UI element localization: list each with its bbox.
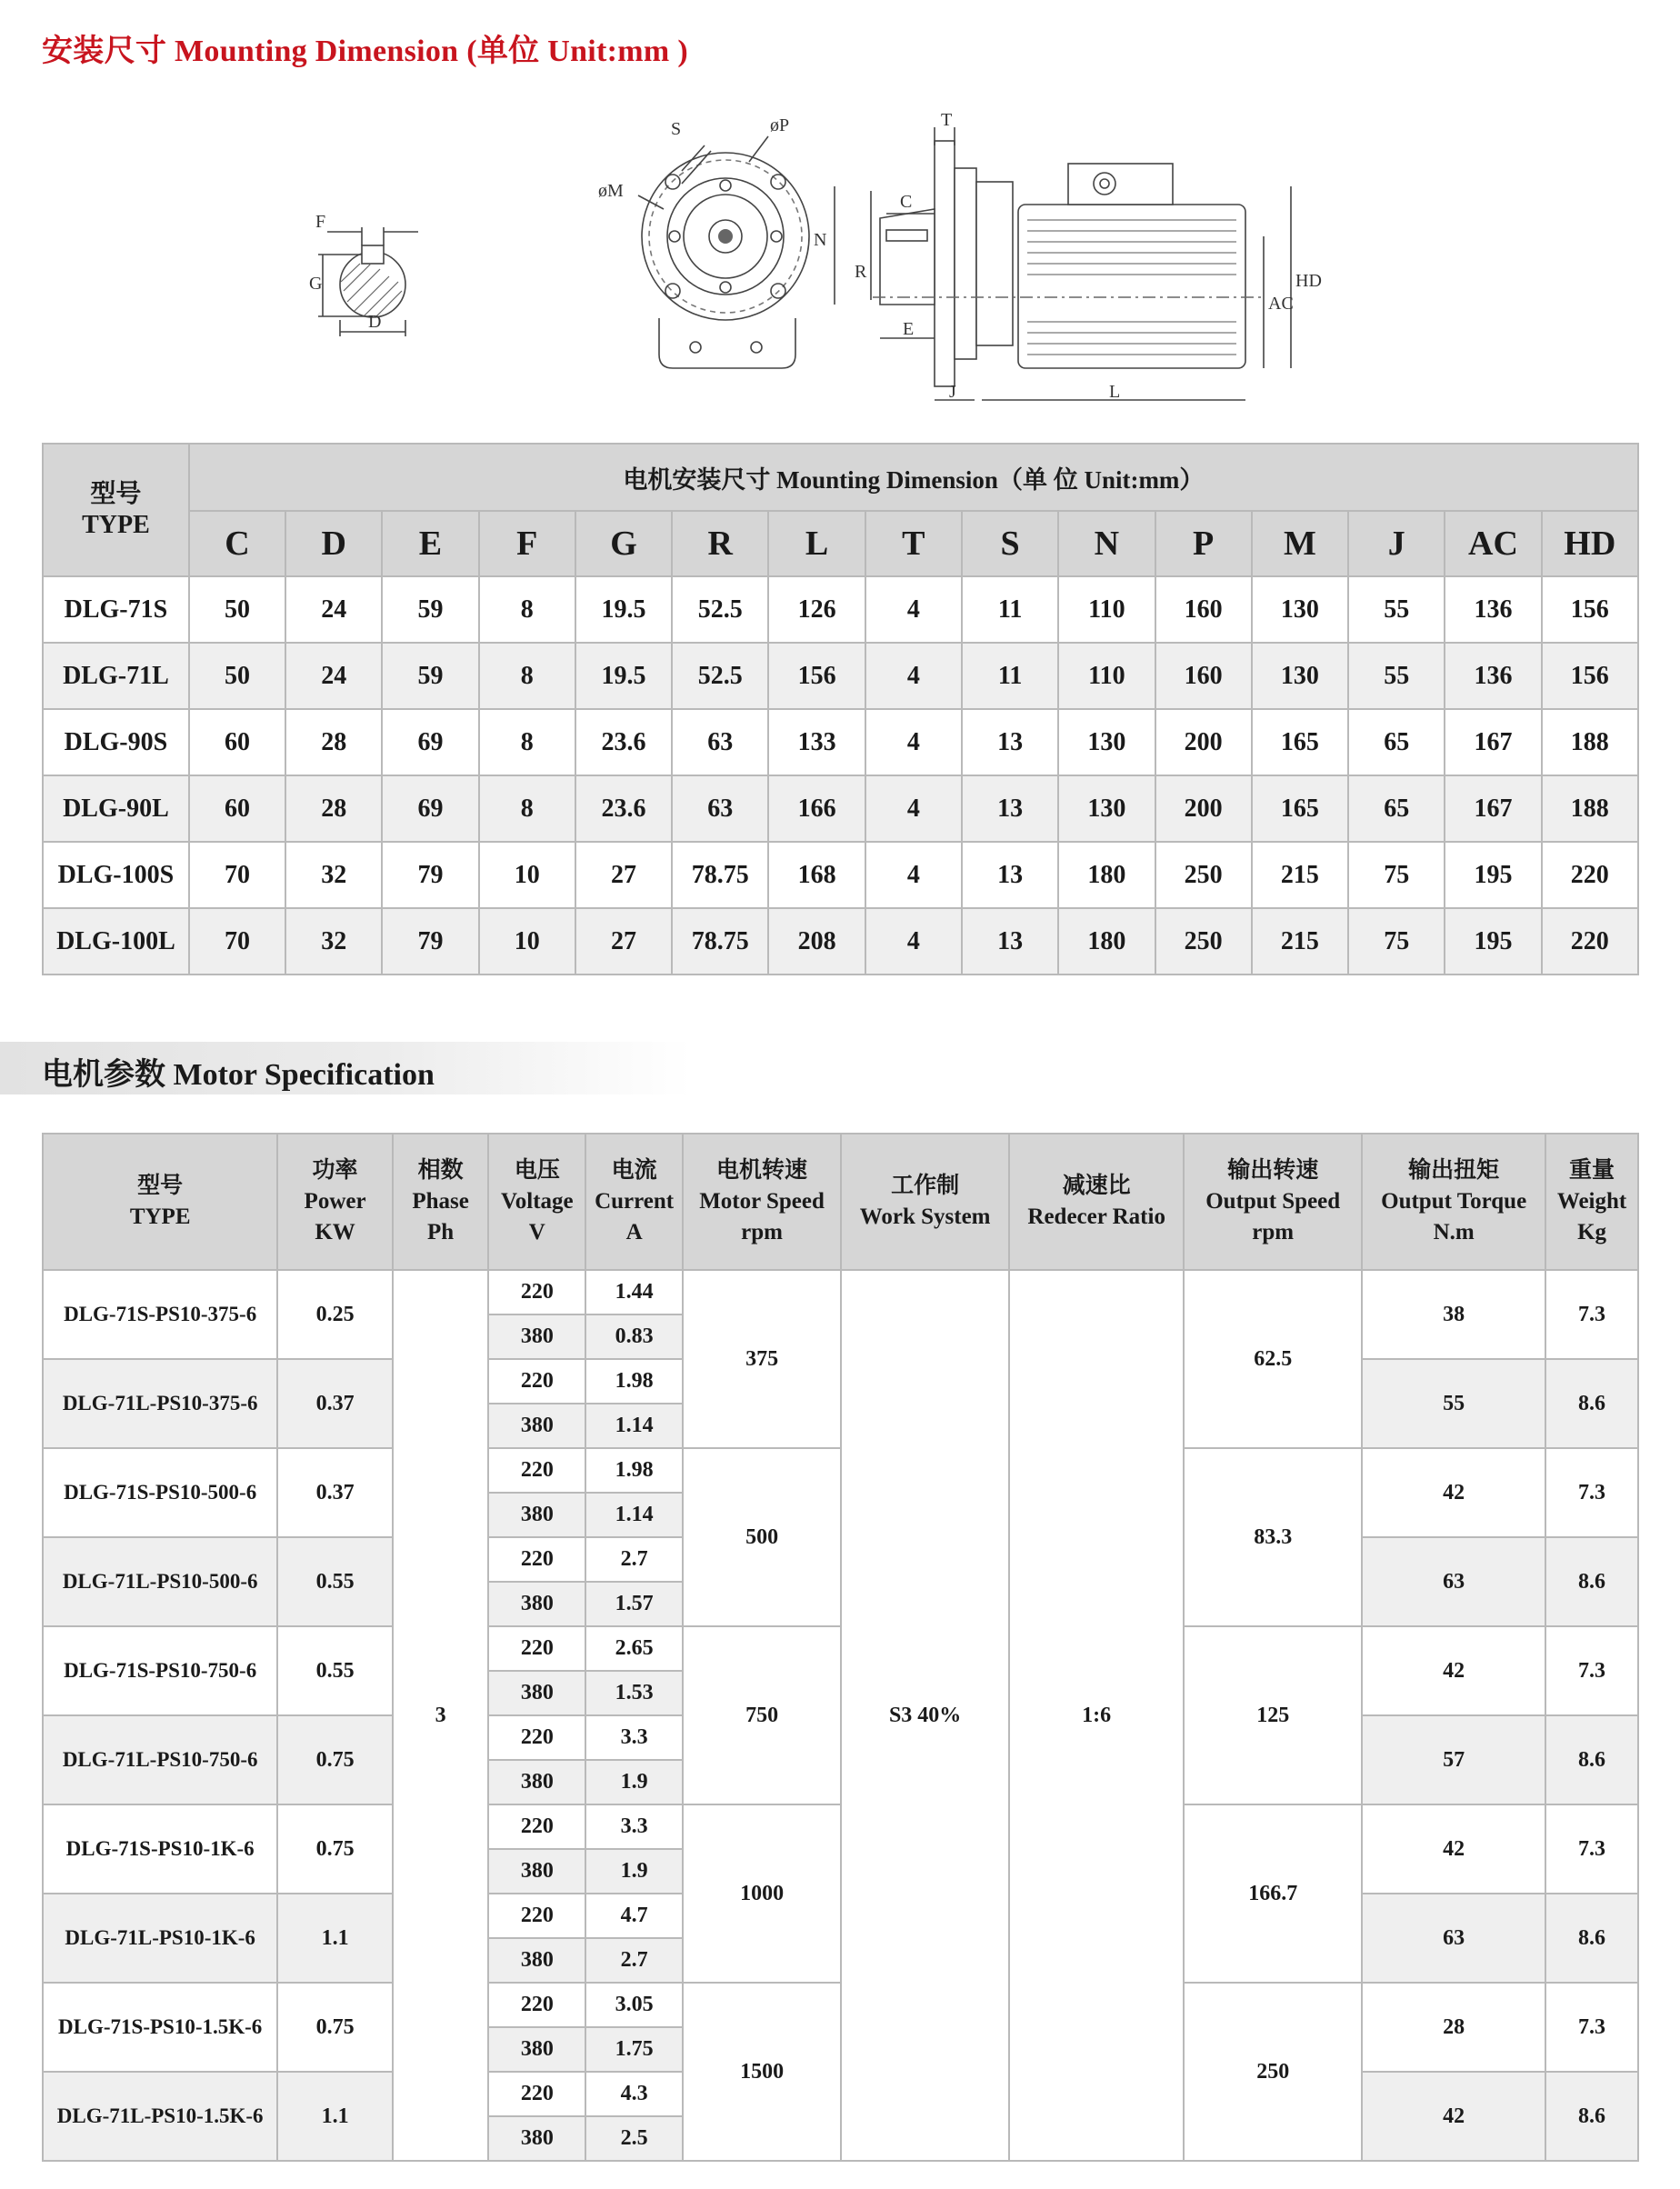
spec-header-cell	[841, 1134, 1009, 1270]
dim-value-cell: 165	[1252, 709, 1348, 775]
dim-value-cell: 60	[189, 709, 285, 775]
spec-type-cell: DLG-71L-PS10-1.5K-6	[43, 2072, 277, 2161]
dim-value-cell: 180	[1058, 908, 1155, 975]
spec-header-en: Work System	[859, 1204, 991, 1229]
spec-weight-cell: 8.6	[1545, 1894, 1638, 1983]
dim-value-cell: 55	[1348, 576, 1445, 643]
dim-value-cell: 79	[382, 908, 478, 975]
dim-col-header: N	[1058, 511, 1155, 576]
spec-work-system-cell: S3 40%	[841, 1270, 1009, 2161]
dim-col-header: R	[672, 511, 768, 576]
dim-value-cell: 166	[768, 775, 865, 842]
spec-torque-cell: 38	[1362, 1270, 1545, 1359]
spec-type-cell: DLG-71L-PS10-375-6	[43, 1359, 277, 1448]
dim-col-header: L	[768, 511, 865, 576]
dim-table-row	[43, 908, 1638, 975]
spec-voltage-cell: 380	[488, 2027, 585, 2072]
spec-current-cell: 3.3	[585, 1804, 683, 1849]
spec-power-cell: 0.25	[277, 1270, 393, 1359]
dim-value-cell: 32	[285, 908, 382, 975]
dim-value-cell: 130	[1252, 576, 1348, 643]
spec-power-cell: 0.75	[277, 1983, 393, 2072]
spec-header-en: Output Speed	[1205, 1189, 1341, 1214]
dim-value-cell: 28	[285, 775, 382, 842]
spec-voltage-cell: 380	[488, 1671, 585, 1715]
dim-value-cell: 78.75	[672, 842, 768, 908]
dim-value-cell: 130	[1058, 709, 1155, 775]
spec-output-speed-cell: 83.3	[1184, 1448, 1362, 1626]
spec-header-unit: N.m	[1433, 1220, 1475, 1244]
spec-table-row	[43, 1983, 1638, 2027]
dim-value-cell: 110	[1058, 576, 1155, 643]
dim-col-header: F	[479, 511, 575, 576]
mounting-dimension-title: 安装尺寸 Mounting Dimension (单位 Unit:mm )	[42, 35, 688, 68]
dim-col-header: P	[1155, 511, 1252, 576]
spec-header-en: Weight	[1556, 1189, 1627, 1214]
dim-col-header: C	[189, 511, 285, 576]
spec-header-cell	[1362, 1134, 1545, 1270]
dim-value-cell: 24	[285, 576, 382, 643]
dim-value-cell: 220	[1542, 908, 1638, 975]
spec-weight-cell: 8.6	[1545, 1359, 1638, 1448]
spec-current-cell: 0.83	[585, 1314, 683, 1359]
dim-value-cell: 250	[1155, 842, 1252, 908]
spec-voltage-cell: 220	[488, 1537, 585, 1582]
motor-spec-heading-bar	[0, 1042, 691, 1094]
spec-type-cell: DLG-71L-PS10-1K-6	[43, 1894, 277, 1983]
dim-value-cell: 8	[479, 643, 575, 709]
spec-table-row	[43, 1804, 1638, 1849]
spec-power-cell: 0.37	[277, 1448, 393, 1537]
spec-voltage-cell: 380	[488, 1938, 585, 1983]
spec-current-cell: 1.14	[585, 1404, 683, 1448]
spec-header-unit: rpm	[1252, 1220, 1295, 1244]
spec-torque-cell: 42	[1362, 1448, 1545, 1537]
spec-header-en: Motor Speed	[699, 1189, 825, 1214]
motor-spec-table	[42, 1133, 1639, 2162]
dim-value-cell: 65	[1348, 709, 1445, 775]
spec-weight-cell: 7.3	[1545, 1448, 1638, 1537]
dim-value-cell: 165	[1252, 775, 1348, 842]
spec-header-cn: 型号	[137, 1174, 184, 1198]
dim-value-cell: 78.75	[672, 908, 768, 975]
dim-value-cell: 65	[1348, 775, 1445, 842]
spec-power-cell: 0.37	[277, 1359, 393, 1448]
dim-table-row	[43, 775, 1638, 842]
dim-value-cell: 220	[1542, 842, 1638, 908]
dim-type-cell: DLG-71L	[43, 643, 189, 709]
dim-value-cell: 23.6	[575, 775, 672, 842]
dim-value-cell: 195	[1445, 842, 1541, 908]
label-g: G	[309, 274, 323, 294]
dim-col-header: S	[962, 511, 1058, 576]
dim-value-cell: 200	[1155, 709, 1252, 775]
dim-value-cell: 27	[575, 908, 672, 975]
label-e: E	[903, 319, 915, 339]
label-t: T	[941, 110, 953, 130]
dim-value-cell: 13	[962, 908, 1058, 975]
spec-power-cell: 0.55	[277, 1626, 393, 1715]
spec-header-cn: 电机转速	[716, 1158, 808, 1183]
dim-value-cell: 50	[189, 576, 285, 643]
dim-value-cell: 4	[865, 775, 962, 842]
spec-current-cell: 4.7	[585, 1894, 683, 1938]
spec-type-cell: DLG-71L-PS10-750-6	[43, 1715, 277, 1804]
dim-value-cell: 50	[189, 643, 285, 709]
dim-value-cell: 4	[865, 643, 962, 709]
dim-col-header: J	[1348, 511, 1445, 576]
spec-power-cell: 0.75	[277, 1804, 393, 1894]
dim-value-cell: 200	[1155, 775, 1252, 842]
spec-torque-cell: 63	[1362, 1537, 1545, 1626]
spec-type-cell: DLG-71S-PS10-375-6	[43, 1270, 277, 1359]
spec-torque-cell: 57	[1362, 1715, 1545, 1804]
dim-value-cell: 23.6	[575, 709, 672, 775]
spec-header-en: Current	[595, 1189, 675, 1214]
dim-value-cell: 136	[1445, 576, 1541, 643]
dim-value-cell: 63	[672, 709, 768, 775]
spec-header-cell	[1184, 1134, 1362, 1270]
spec-motor-speed-cell: 500	[683, 1448, 841, 1626]
mounting-dimension-table	[42, 443, 1639, 975]
spec-type-cell: DLG-71S-PS10-500-6	[43, 1448, 277, 1537]
dim-value-cell: 4	[865, 709, 962, 775]
spec-motor-speed-cell: 750	[683, 1626, 841, 1804]
dim-value-cell: 136	[1445, 643, 1541, 709]
spec-current-cell: 2.7	[585, 1938, 683, 1983]
spec-current-cell: 2.7	[585, 1537, 683, 1582]
spec-weight-cell: 7.3	[1545, 1626, 1638, 1715]
dim-value-cell: 208	[768, 908, 865, 975]
spec-current-cell: 1.44	[585, 1270, 683, 1314]
spec-power-cell: 1.1	[277, 2072, 393, 2161]
dim-value-cell: 195	[1445, 908, 1541, 975]
label-c: C	[900, 192, 913, 212]
dim-type-header-en: TYPE	[82, 511, 150, 539]
dim-type-cell: DLG-90L	[43, 775, 189, 842]
spec-header-cell	[1009, 1134, 1184, 1270]
spec-header-unit: V	[528, 1220, 545, 1244]
dim-value-cell: 60	[189, 775, 285, 842]
spec-power-cell: 0.55	[277, 1537, 393, 1626]
dim-value-cell: 13	[962, 775, 1058, 842]
dim-value-cell: 59	[382, 643, 478, 709]
spec-current-cell: 1.9	[585, 1760, 683, 1804]
dim-value-cell: 4	[865, 576, 962, 643]
dim-value-cell: 69	[382, 775, 478, 842]
spec-voltage-cell: 380	[488, 1849, 585, 1894]
spec-motor-speed-cell: 1000	[683, 1804, 841, 1983]
spec-header-cell	[393, 1134, 489, 1270]
spec-weight-cell: 8.6	[1545, 1715, 1638, 1804]
dim-value-cell: 32	[285, 842, 382, 908]
spec-header-cn: 电压	[514, 1158, 560, 1183]
spec-header-cn: 功率	[312, 1158, 358, 1183]
spec-current-cell: 1.9	[585, 1849, 683, 1894]
dim-value-cell: 167	[1445, 709, 1541, 775]
label-l: L	[1109, 382, 1121, 402]
spec-header-cell	[585, 1134, 683, 1270]
spec-motor-speed-cell: 1500	[683, 1983, 841, 2161]
spec-current-cell: 2.65	[585, 1626, 683, 1671]
dim-col-header: AC	[1445, 511, 1541, 576]
spec-voltage-cell: 380	[488, 1760, 585, 1804]
spec-header-cn: 工作制	[891, 1174, 960, 1198]
dim-value-cell: 110	[1058, 643, 1155, 709]
spec-header-cn: 重量	[1569, 1158, 1615, 1183]
dim-value-cell: 8	[479, 576, 575, 643]
spec-type-cell: DLG-71S-PS10-1.5K-6	[43, 1983, 277, 2072]
dim-value-cell: 13	[962, 842, 1058, 908]
dim-col-header: E	[382, 511, 478, 576]
spec-voltage-cell: 220	[488, 1894, 585, 1938]
label-s: S	[671, 119, 682, 139]
dim-value-cell: 27	[575, 842, 672, 908]
dim-value-cell: 59	[382, 576, 478, 643]
spec-current-cell: 1.98	[585, 1359, 683, 1404]
dim-value-cell: 24	[285, 643, 382, 709]
label-f: F	[315, 212, 326, 232]
spec-torque-cell: 63	[1362, 1894, 1545, 1983]
dim-value-cell: 4	[865, 842, 962, 908]
dim-value-cell: 70	[189, 842, 285, 908]
motor-side-view	[814, 110, 1322, 402]
dim-value-cell: 8	[479, 775, 575, 842]
spec-current-cell: 1.53	[585, 1671, 683, 1715]
spec-voltage-cell: 220	[488, 1359, 585, 1404]
spec-header-cn: 减速比	[1062, 1174, 1131, 1198]
dim-value-cell: 79	[382, 842, 478, 908]
spec-header-unit: KW	[315, 1220, 355, 1244]
dim-value-cell: 215	[1252, 908, 1348, 975]
spec-voltage-cell: 220	[488, 1804, 585, 1849]
spec-output-speed-cell: 166.7	[1184, 1804, 1362, 1983]
spec-header-en: Output Torque	[1381, 1189, 1527, 1214]
spec-voltage-cell: 380	[488, 1314, 585, 1359]
spec-power-cell: 1.1	[277, 1894, 393, 1983]
spec-header-unit: Ph	[427, 1220, 455, 1244]
spec-current-cell: 1.57	[585, 1582, 683, 1626]
shaft-section	[309, 212, 418, 336]
dim-value-cell: 130	[1058, 775, 1155, 842]
label-n: N	[814, 230, 827, 250]
dim-table-row	[43, 576, 1638, 643]
spec-ratio-cell: 1:6	[1009, 1270, 1184, 2161]
mounting-drawing	[291, 109, 1382, 418]
spec-voltage-cell: 220	[488, 1270, 585, 1314]
spec-table-row	[43, 1626, 1638, 1671]
dim-value-cell: 8	[479, 709, 575, 775]
dim-value-cell: 160	[1155, 576, 1252, 643]
spec-table-row	[43, 1448, 1638, 1493]
spec-voltage-cell: 220	[488, 2072, 585, 2116]
dim-value-cell: 63	[672, 775, 768, 842]
label-r: R	[855, 262, 867, 282]
label-j: J	[949, 382, 956, 402]
label-d: D	[368, 312, 382, 332]
label-p: øP	[770, 115, 790, 135]
dim-col-header: M	[1252, 511, 1348, 576]
spec-header-en: Power	[304, 1189, 366, 1214]
spec-voltage-cell: 380	[488, 1582, 585, 1626]
dim-value-cell: 52.5	[672, 643, 768, 709]
spec-output-speed-cell: 250	[1184, 1983, 1362, 2161]
dim-value-cell: 10	[479, 842, 575, 908]
label-ac: AC	[1268, 294, 1294, 314]
spec-power-cell: 0.75	[277, 1715, 393, 1804]
dim-value-cell: 160	[1155, 643, 1252, 709]
dim-value-cell: 75	[1348, 842, 1445, 908]
spec-header-en: TYPE	[129, 1204, 191, 1229]
spec-output-speed-cell: 62.5	[1184, 1270, 1362, 1448]
dim-col-header: T	[865, 511, 962, 576]
dim-table-row	[43, 709, 1638, 775]
dim-col-header: HD	[1542, 511, 1638, 576]
dim-value-cell: 180	[1058, 842, 1155, 908]
spec-torque-cell: 42	[1362, 1804, 1545, 1894]
motor-spec-title: 电机参数 Motor Specification	[42, 1058, 435, 1092]
dim-value-cell: 167	[1445, 775, 1541, 842]
dim-value-cell: 130	[1252, 643, 1348, 709]
spec-type-cell: DLG-71S-PS10-750-6	[43, 1626, 277, 1715]
spec-torque-cell: 28	[1362, 1983, 1545, 2072]
spec-weight-cell: 8.6	[1545, 2072, 1638, 2161]
spec-current-cell: 1.14	[585, 1493, 683, 1537]
spec-phase-cell: 3	[393, 1270, 489, 2161]
spec-voltage-cell: 220	[488, 1448, 585, 1493]
spec-table-row	[43, 1270, 1638, 1314]
dim-type-cell: DLG-100L	[43, 908, 189, 975]
spec-torque-cell: 55	[1362, 1359, 1545, 1448]
spec-header-cn: 相数	[417, 1158, 464, 1183]
label-hd: HD	[1295, 271, 1322, 291]
dim-value-cell: 133	[768, 709, 865, 775]
dim-value-cell: 28	[285, 709, 382, 775]
spec-torque-cell: 42	[1362, 1626, 1545, 1715]
spec-weight-cell: 7.3	[1545, 1804, 1638, 1894]
spec-voltage-cell: 380	[488, 2116, 585, 2161]
spec-voltage-cell: 380	[488, 1493, 585, 1537]
dim-value-cell: 10	[479, 908, 575, 975]
spec-weight-cell: 7.3	[1545, 1270, 1638, 1359]
dim-type-header	[43, 444, 189, 576]
spec-current-cell: 1.98	[585, 1448, 683, 1493]
dim-group-header: 电机安装尺寸 Mounting Dimension（单 位 Unit:mm）	[189, 444, 1638, 511]
dim-value-cell: 11	[962, 576, 1058, 643]
dim-value-cell: 126	[768, 576, 865, 643]
dim-value-cell: 19.5	[575, 576, 672, 643]
spec-weight-cell: 8.6	[1545, 1537, 1638, 1626]
dim-value-cell: 250	[1155, 908, 1252, 975]
spec-header-cn: 输出扭矩	[1408, 1158, 1500, 1183]
spec-header-cn: 电流	[611, 1158, 657, 1183]
spec-header-unit: Kg	[1577, 1220, 1607, 1244]
spec-current-cell: 4.3	[585, 2072, 683, 2116]
spec-header-cell	[1545, 1134, 1638, 1270]
spec-type-cell: DLG-71L-PS10-500-6	[43, 1537, 277, 1626]
dim-col-header: D	[285, 511, 382, 576]
dim-value-cell: 70	[189, 908, 285, 975]
spec-torque-cell: 42	[1362, 2072, 1545, 2161]
spec-voltage-cell: 220	[488, 1626, 585, 1671]
dim-value-cell: 168	[768, 842, 865, 908]
dim-value-cell: 52.5	[672, 576, 768, 643]
spec-current-cell: 3.05	[585, 1983, 683, 2027]
dim-type-cell: DLG-71S	[43, 576, 189, 643]
spec-voltage-cell: 220	[488, 1983, 585, 2027]
dim-value-cell: 156	[1542, 576, 1638, 643]
dim-type-cell: DLG-90S	[43, 709, 189, 775]
spec-header-cell	[488, 1134, 585, 1270]
flange-front-view	[598, 115, 809, 368]
spec-type-cell: DLG-71S-PS10-1K-6	[43, 1804, 277, 1894]
dim-value-cell: 4	[865, 908, 962, 975]
dim-value-cell: 55	[1348, 643, 1445, 709]
spec-current-cell: 3.3	[585, 1715, 683, 1760]
dim-value-cell: 156	[1542, 643, 1638, 709]
spec-header-cn: 输出转速	[1227, 1158, 1319, 1183]
spec-header-en: Voltage	[501, 1189, 574, 1214]
dim-type-cell: DLG-100S	[43, 842, 189, 908]
dim-table-row	[43, 643, 1638, 709]
dim-table-row	[43, 842, 1638, 908]
dim-value-cell: 75	[1348, 908, 1445, 975]
dim-value-cell: 188	[1542, 709, 1638, 775]
label-m: øM	[598, 181, 624, 201]
spec-motor-speed-cell: 375	[683, 1270, 841, 1448]
spec-header-unit: rpm	[741, 1220, 783, 1244]
spec-header-unit: A	[625, 1220, 643, 1244]
dim-value-cell: 19.5	[575, 643, 672, 709]
dim-value-cell: 69	[382, 709, 478, 775]
spec-voltage-cell: 380	[488, 1404, 585, 1448]
spec-weight-cell: 7.3	[1545, 1983, 1638, 2072]
spec-current-cell: 2.5	[585, 2116, 683, 2161]
dim-value-cell: 13	[962, 709, 1058, 775]
dim-value-cell: 188	[1542, 775, 1638, 842]
spec-header-cell	[277, 1134, 393, 1270]
spec-voltage-cell: 220	[488, 1715, 585, 1760]
spec-header-cell	[43, 1134, 277, 1270]
spec-output-speed-cell: 125	[1184, 1626, 1362, 1804]
dim-value-cell: 156	[768, 643, 865, 709]
dim-type-header-cn: 型号	[90, 480, 142, 508]
spec-header-cell	[683, 1134, 841, 1270]
dim-col-header: G	[575, 511, 672, 576]
spec-current-cell: 1.75	[585, 2027, 683, 2072]
dim-value-cell: 11	[962, 643, 1058, 709]
dim-value-cell: 215	[1252, 842, 1348, 908]
spec-header-en: Redecer Ratio	[1027, 1204, 1165, 1229]
spec-header-en: Phase	[412, 1189, 469, 1214]
